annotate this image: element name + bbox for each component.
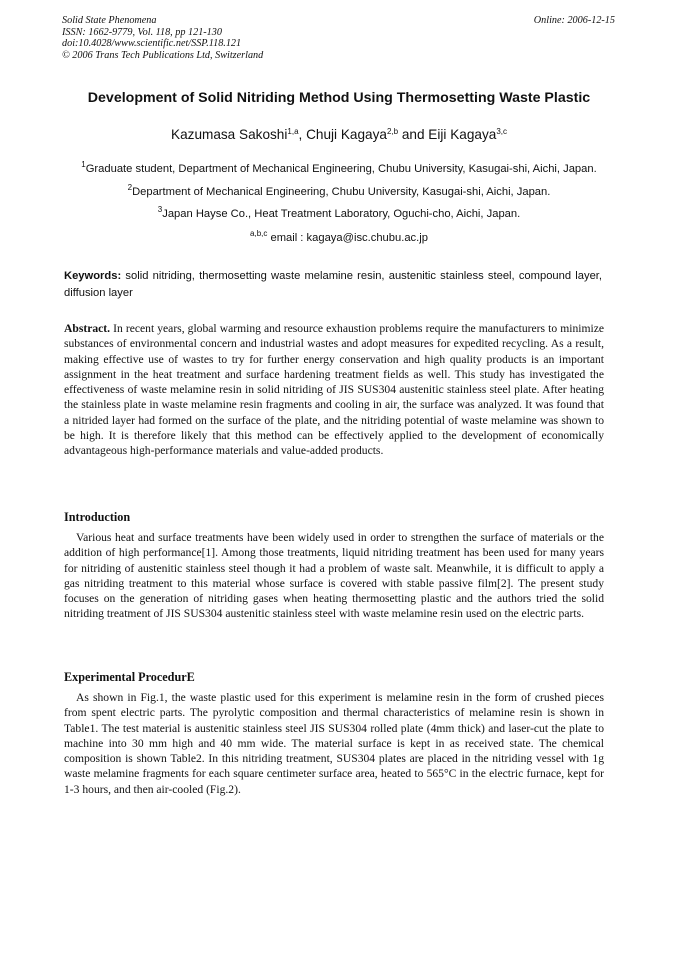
affiliation-sup: 2 xyxy=(127,183,133,192)
author-list xyxy=(0,127,678,142)
affiliation-2 xyxy=(0,183,678,198)
email-sup: a,b,c xyxy=(250,229,268,238)
introduction-heading: Introduction xyxy=(64,510,131,524)
affiliation-text: Graduate student, Department of Mechanical Engineering, Chubu University, Kasugai-shi, Aichi, Japan. xyxy=(85,163,597,175)
affiliation-sup: 1 xyxy=(81,160,86,169)
experimental-heading: Experimental ProcedurE xyxy=(64,670,195,684)
author-name: Chuji Kagaya xyxy=(306,127,387,142)
abstract-label: Abstract. xyxy=(64,322,111,335)
copyright-line: © 2006 Trans Tech Publications Ltd, Switzerland xyxy=(62,49,264,61)
journal-header xyxy=(62,15,263,61)
affiliation-text: Department of Mechanical Engineering, Chubu University, Kasugai-shi, Aichi, Japan. xyxy=(132,186,551,198)
author-sup: 3,c xyxy=(496,127,507,136)
online-date: Online: 2006-12-15 xyxy=(533,15,615,26)
paper-title: Development of Solid Nitriding Method Using Thermosetting Waste Plastic xyxy=(87,90,591,106)
affiliation-3 xyxy=(0,205,678,220)
affiliation-sup: 3 xyxy=(157,205,163,214)
author-separator: , xyxy=(298,127,307,142)
experimental-paragraph: As shown in Fig.1, the waste plastic used for this experiment is melamine resin in the form of crushed pieces from spent electric parts. The pyrolytic composition and thermal characteristics of melamine resin is shown in Table1. The test material is austenitic stainless steel JIS SUS304 rolled plate (4mm thick) and laser-cut the plate to machine into 30 mm high and 40 mm wide. The material surface is kept in as received state. The chemical composition is shown Table2. In this nitriding treatment, SUS304 plates are placed in the nitriding vessel with 1g waste melamine fragments for each square centimeter surface area, heated to 565°C in the electric furnace, kept for 1-3 hours, and then air-cooled (Fig.2). xyxy=(64,691,604,796)
keywords-label: Keywords: xyxy=(64,270,122,282)
author-name: Kazumasa Sakoshi xyxy=(171,127,288,142)
author-sup: 1,a xyxy=(287,127,299,136)
journal-name: Solid State Phenomena xyxy=(62,15,157,26)
doi-line: doi:10.4028/www.scientific.net/SSP.118.121 xyxy=(62,38,242,50)
abstract-block xyxy=(64,321,604,459)
introduction-paragraph: Various heat and surface treatments have been widely used in order to strengthen the surface of materials or the addition of high performance[1]. Among those treatments, liquid nitriding treatment has been used for many years for nitriding of austenitic stainless steel though it had a problem of waste salt. Meanwhile, it is difficult to apply a gas nitriding treatment to this material whose surface is covered with stable passive film[2]. The present study focuses on the generation of nitriding gases when heating thermosetting plastic and the authors tried the solid nitriding treatment of JIS SUS304 austenitic stainless steel with waste melamine resin used on the electric parts. xyxy=(64,531,604,621)
contact-email xyxy=(0,229,678,244)
affiliation-1 xyxy=(0,160,678,175)
affiliation-text: Japan Hayse Co., Heat Treatment Laboratory, Oguchi-cho, Aichi, Japan. xyxy=(162,208,521,220)
author-name: Eiji Kagaya xyxy=(428,127,497,142)
abstract-text: In recent years, global warming and resource exhaustion problems require the manufacturers to minimize substances of environmental concern and industrial wastes and adopt measures for expedited recycling. As a result, making effective use of wastes to try for further energy conservation and high quality products is an important assignment in the heat treatment and surface hardening treatment fields as well. This study has investigated the effectiveness of waste melamine resin in solid nitriding of JIS SUS304 austenitic stainless steel plate. After heating the stainless plate in waste melamine resin fragments and cooling in air, the surface was analyzed. It was found that a nitrided layer had formed on the surface of the plate, and the nitriding potential of waste melamine was shown to be high. It is therefore likely that this method can be effectively applied to the development of economically advantageous high-performance materials and value-added products. xyxy=(64,322,604,458)
author-sup: 2,b xyxy=(386,127,399,136)
keywords-text: solid nitriding, thermosetting waste melamine resin, austenitic stainless steel, compound layer, diffusion layer xyxy=(64,270,603,299)
issn-line: ISSN: 1662-9779, Vol. 118, pp 121-130 xyxy=(62,26,222,38)
keywords-block xyxy=(64,268,602,302)
author-separator: and xyxy=(398,127,429,142)
email-text: email : kagaya@isc.chubu.ac.jp xyxy=(270,232,428,244)
